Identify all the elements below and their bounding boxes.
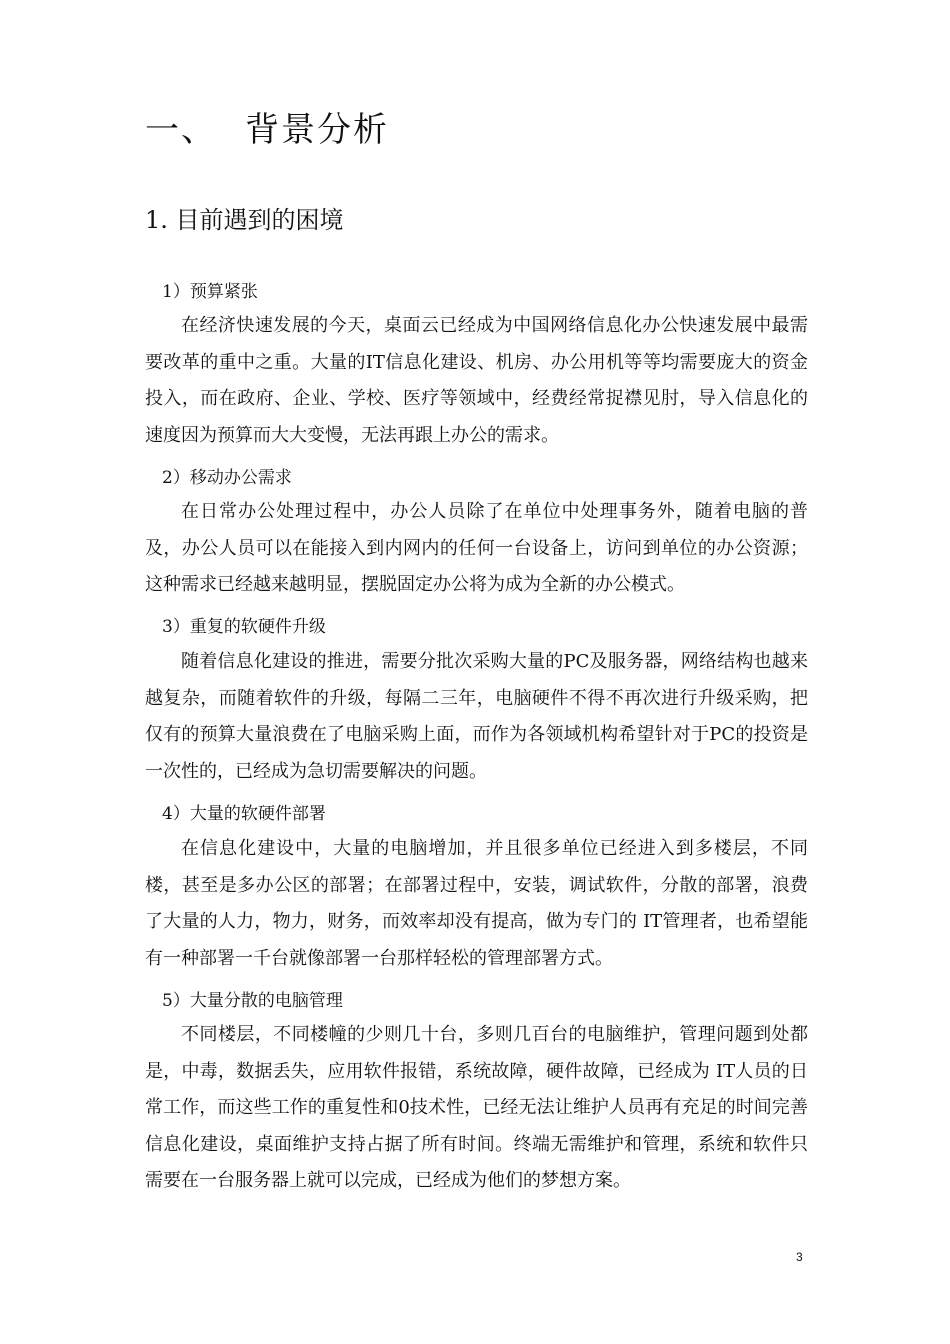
chapter-number: 一、 [145, 110, 217, 150]
item-label-upgrade: 3）重复的软硬件升级 [162, 617, 326, 637]
chapter-heading [145, 108, 389, 152]
item-text-deployment: 在信息化建设中，大量的电脑增加，并且很多单位已经进入到多楼层，不同楼，甚至是多办公区的部署；在部署过程中，安装，调试软件，分散的部署，浪费了大量的人力，物力，财务，而效率却没有提高，做为专门的 IT管理者，也希望能有一种部署一千台就像部署一台那样轻松的管理部署方式。 [145, 838, 808, 969]
page-number: 3 [796, 1250, 803, 1264]
section-heading: 1. 目前遇到的困境 [145, 206, 344, 234]
item-label-mobile-office: 2）移动办公需求 [162, 468, 292, 488]
item-text-upgrade: 随着信息化建设的推进，需要分批次采购大量的PC及服务器，网络结构也越来越复杂，而随着软件的升级，每隔二三年，电脑硬件不得不再次进行升级采购，把仅有的预算大量浪费在了电脑采购上面，而作为各领域机构希望针对于PC的投资是一次性的，已经成为急切需要解决的问题。 [145, 651, 808, 782]
item-label-budget: 1）预算紧张 [162, 282, 258, 302]
item-text-management: 不同楼层，不同楼幢的少则几十台，多则几百台的电脑维护，管理问题到处都是，中毒，数据丢失，应用软件报错，系统故障，硬件故障，已经成为 IT人员的日常工作，而这些工作的重复性和0技术性，已经无法让维护人员再有充足的时间完善信息化建设，桌面维护支持占据了所有时间。终端无需维护和管理，系统和软件只需要在一台服务器上就可以完成，已经成为他们的梦想方案。 [145, 1024, 808, 1191]
item-label-management: 5）大量分散的电脑管理 [162, 991, 343, 1011]
chapter-title: 背景分析 [245, 110, 389, 150]
item-text-budget: 在经济快速发展的今天，桌面云已经成为中国网络信息化办公快速发展中最需要改革的重中之重。大量的IT信息化建设、机房、办公用机等等均需要庞大的资金投入，而在政府、企业、学校、医疗等领域中，经费经常捉襟见肘，导入信息化的速度因为预算而大大变慢，无法再跟上办公的需求。 [145, 315, 808, 446]
item-label-deployment: 4）大量的软硬件部署 [162, 804, 326, 824]
item-text-mobile-office: 在日常办公处理过程中，办公人员除了在单位中处理事务外，随着电脑的普及，办公人员可以在能接入到内网内的任何一台设备上，访问到单位的办公资源；这种需求已经越来越明显，摆脱固定办公将为成为全新的办公模式。 [145, 501, 808, 595]
